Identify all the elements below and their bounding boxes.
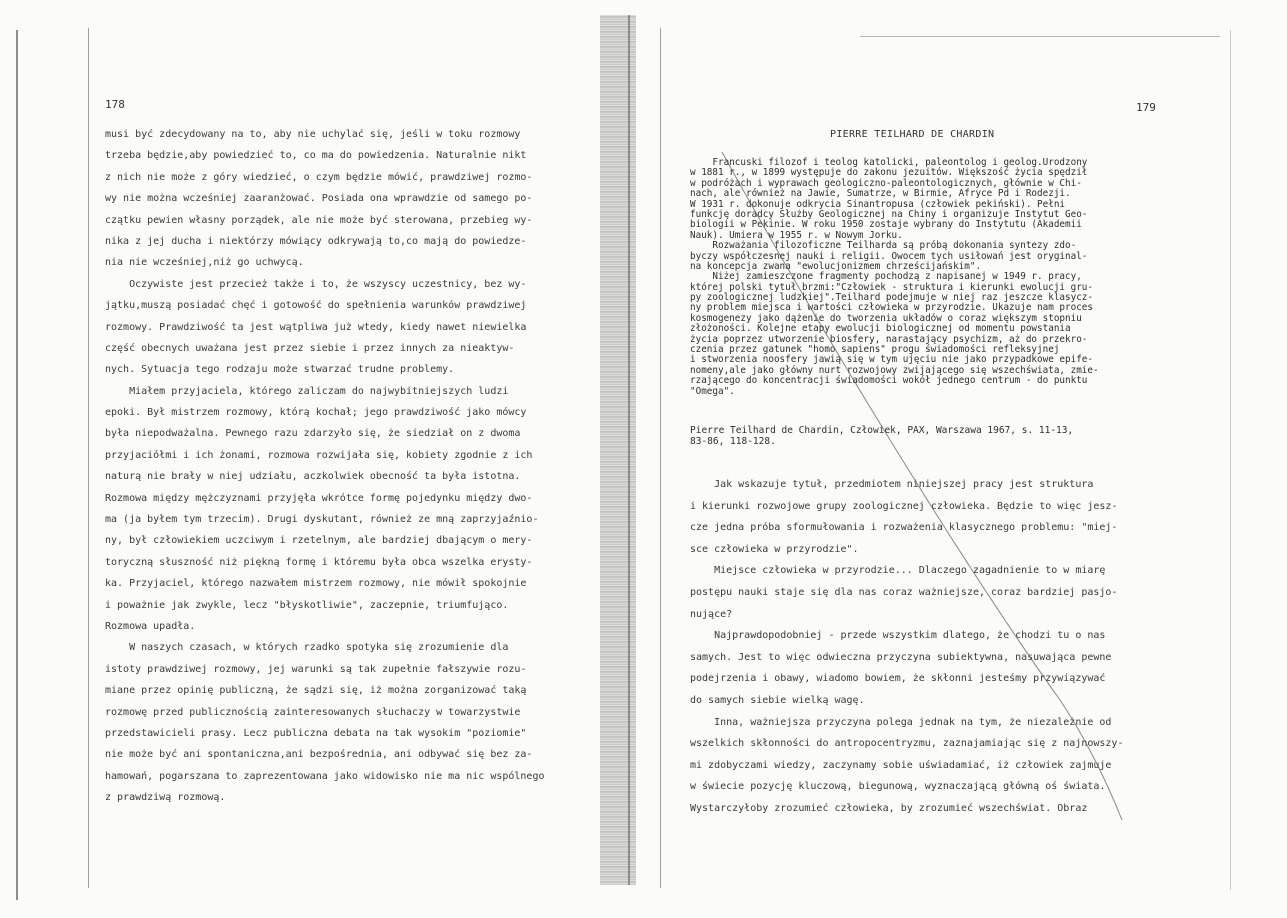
text-line: jątku,muszą posiadać chęć i gotowość do spełnienia warunków prawdziwej [105, 300, 527, 312]
text-line: ka. Przyjaciel, którego nazwałem mistrzem rozmowy, nie mówił spokojnie [105, 578, 527, 590]
text-line: nika z jej ducha i niektórzy mówiący odkrywają to,co mają do powiedze- [105, 235, 527, 247]
text-line: sce człowieka w przyrodzie". [690, 543, 859, 555]
page-number-left: 178 [105, 98, 125, 111]
text-line: nych. Sytuacja tego rodzaju może stwarzać trudne problemy. [105, 364, 455, 376]
text-line: życia poprzez utworzenie biosfery, narastający psychizm, aż do przekro- [690, 333, 1088, 345]
text-line: Nauk). Umiera w 1955 r. w Nowym Jorku. [690, 229, 903, 241]
text-line: Francuski filozof i teolog katolicki, paleontolog i geolog.Urodzony [690, 157, 1088, 168]
text-line: nomeny,ale jako główny nurt rozwojowy zwijającego się wszechświata, zmie- [690, 364, 1099, 376]
text-line: nia nie wcześniej,niż go uchwycą. [105, 257, 304, 269]
text-line: Inna, ważniejsza przyczyna polega jednak na tym, że niezależnie od [690, 716, 1112, 728]
text-line: 83-86, 118-128. [690, 436, 776, 447]
text-line: wszelkich skłonności do antropocentryzmu, zaznajamiając się z najnowszy- [690, 738, 1124, 750]
text-line: trzeba będzie,aby powiedzieć to, co ma do powiedzenia. Naturalnie nikt [105, 150, 527, 162]
text-line: rzającego do koncentracji świadomości wokół jednego centrum - do punktu [690, 375, 1088, 387]
text-line: Jak wskazuje tytuł, przedmiotem niniejszej pracy jest struktura [690, 479, 1094, 490]
text-line: ny, był człowiekiem uczciwym i rzetelnym, ale bardziej dbającym o mery- [105, 535, 533, 547]
text-line: wy nie można wcześniej zaaranżować. Posiada ona wprawdzie od samego po- [105, 193, 533, 205]
text-line: w 1881 r., w 1899 występuje do zakonu jezuitów. Większość życia spędził [690, 167, 1088, 179]
text-line: byczy współczesnej nauki i religii. Owocem tych usiłowań jest oryginal- [690, 250, 1088, 262]
text-line: Miejsce człowieka w przyrodzie... Dlaczego zagadnienie to w miarę [690, 565, 1106, 577]
text-line: w podróżach i wyprawach geologiczno-paleontologicznych, głównie w Chi- [690, 177, 1082, 189]
text-line: miane przez opinię publiczną, że sądzi się, iż można zorganizować taką [105, 685, 527, 697]
text-line: z nich nie może z góry wiedzieć, o czym będzie mówić, prawdziwej rozmo- [105, 171, 533, 183]
text-line: W naszych czasach, w których rzadko spotyka się zrozumienie dla [105, 642, 509, 654]
text-line: Najprawdopodobniej - przede wszystkim dlatego, że chodzi tu o nas [690, 630, 1106, 642]
text-line: Pierre Teilhard de Chardin, Człowiek, PAX, Warszawa 1967, s. 11-13, [690, 425, 1074, 436]
text-line: kosmogenezy jako dążenie do tworzenia układów o coraz większym stopniu [690, 312, 1082, 324]
text-line: której polski tytuł brzmi:"Człowiek - struktura i kierunki ewolucji gru- [690, 281, 1093, 293]
text-line: nie może być ani spontaniczna,ani bezpośrednia, ani odbywać się bez za- [105, 749, 533, 761]
text-line: rozmowy. Prawdziwość ta jest wątpliwa już wtedy, kiedy nawet niewielka [105, 321, 527, 333]
text-line: i poważnie jak zwykle, lecz "błyskotliwie", zaczepnie, triumfująco. [105, 599, 509, 611]
text-line: postępu nauki staje się dla nas coraz ważniejsze, coraz bardziej pasjo- [690, 586, 1118, 598]
text-line: Rozważania filozoficzne Teilharda są próbą dokonania syntezy zdo- [690, 240, 1077, 252]
text-line: musi być zdecydowany na to, aby nie uchylać się, jeśli w toku rozmowy [105, 129, 521, 140]
text-line: Rozmowa upadła. [105, 620, 196, 632]
text-line: naturą nie brały w niej udziału, aczkolwiek obecność ta była istotna. [105, 471, 521, 483]
text-line: epoki. Był mistrzem rozmowy, którą kochał; jego prawdziwość jako mówcy [105, 407, 527, 419]
text-line: czenia przez gatunek "homo sapiens" progu świadomości refleksyjnej [690, 344, 1060, 356]
text-line: funkcję doradcy Służby Geologicznej na Chiny i organizuje Instytut Geo- [690, 208, 1088, 220]
chapter-title: PIERRE TEILHARD DE CHARDIN [830, 129, 995, 140]
text-line: i stworzenia noosfery jawią się w tym ujęciu nie jako przypadkowe epife- [690, 354, 1093, 366]
text-line: py zoologicznej ludzkiej".Teilhard podejmuje w niej raz jeszcze klasycz- [690, 292, 1093, 304]
text-line: toryczną słuszność niż piękną formę i któremu była obca wszelka erysty- [105, 556, 533, 568]
text-line: rozmowę przed publicznością zainteresowanych słuchaczy w towarzystwie [105, 706, 521, 718]
text-line: samych. Jest to więc odwieczna przyczyna subiektywna, nasuwająca pewne [690, 651, 1112, 663]
text-line: czątku pewien własny porządek, ale nie może być sterowana, przebieg wy- [105, 214, 533, 226]
text-line: biologii w Pekinie. W roku 1950 zostaje wybrany do Instytutu (Akademii [690, 219, 1082, 231]
text-line: nach, ale również na Jawie, Sumatrze, w Birmie, Afryce Pd i Rodezji. [690, 188, 1071, 200]
text-line: z prawdziwą rozmową. [105, 792, 226, 804]
text-line: mi zdobyczami wiedzy, zaczynamy sobie uświadamiać, iż człowiek zajmuje [690, 759, 1112, 771]
text-line: w świecie pozycję kluczową, biegunową, wyznaczającą główną oś świata. [690, 781, 1106, 793]
text-line: złożoności. Kolejne etapy ewolucji biologicznej od momentu powstania [690, 323, 1071, 335]
text-line: podejrzenia i obawy, wiadomo bowiem, że skłonni jesteśmy przywiązywać [690, 673, 1106, 685]
text-line: na koncepcja zwana "ewolucjonizmem chrześcijańskim". [690, 260, 982, 272]
text-line: ny problem miejsca i wartości człowieka w przyrodzie. Ukazuje nam proces [690, 302, 1093, 314]
text-line: była niepodważalna. Pewnego razu zdarzyło się, że siedział on z dwoma [105, 428, 521, 440]
text-line: przedstawicieli prasy. Lecz publiczna debata na tak wysokim "poziomie" [105, 727, 527, 739]
text-line: istoty prawdziwej rozmowy, jej warunki są tak zupełnie fałszywie rozu- [105, 663, 527, 675]
text-line: hamowań, pogarszana to zaprezentowana jako widowisko nie ma nic wspólnego [105, 770, 545, 782]
text-line: W 1931 r. dokonuje odkrycia Sinantropusa (człowiek pekiński). Pełni [690, 198, 1066, 210]
text-line: do samych siebie wielką wagę. [690, 694, 865, 706]
text-line: nujące? [690, 608, 733, 620]
text-line: przyjaciółmi i ich żonami, rozmowa rozwijała się, kobiety zgodnie z ich [105, 449, 533, 461]
text-line: "Omega". [690, 385, 735, 397]
text-line: Wystarczyłoby zrozumieć człowieka, by zrozumieć wszechświat. Obraz [690, 802, 1088, 814]
text-line: Oczywiste jest przecież także i to, że wszyscy uczestnicy, bez wy- [105, 278, 527, 290]
text-line: Niżej zamieszczone fragmenty pochodzą z napisanej w 1949 r. pracy, [690, 271, 1082, 283]
text-line: cze jedna próba sformułowania i rozważenia klasycznego problemu: "miej- [690, 522, 1118, 534]
text-line: Miałem przyjaciela, którego zaliczam do najwybitniejszych ludzi [105, 385, 509, 397]
page-number-right: 179 [1136, 101, 1156, 114]
text-line: część obecnych uważana jest przez siebie i przez innych za nieaktyw- [105, 342, 515, 354]
text-line: i kierunki rozwojowe grupy zoologicznej człowieka. Będzie to więc jesz- [690, 500, 1118, 512]
text-line: Rozmowa między mężczyznami przyjęła wkrótce formę pojedynku między dwo- [105, 492, 533, 504]
text-line: ma (ja byłem tym trzecim). Drugi dyskutant, również ze mną zaprzyjaźnio- [105, 514, 539, 526]
